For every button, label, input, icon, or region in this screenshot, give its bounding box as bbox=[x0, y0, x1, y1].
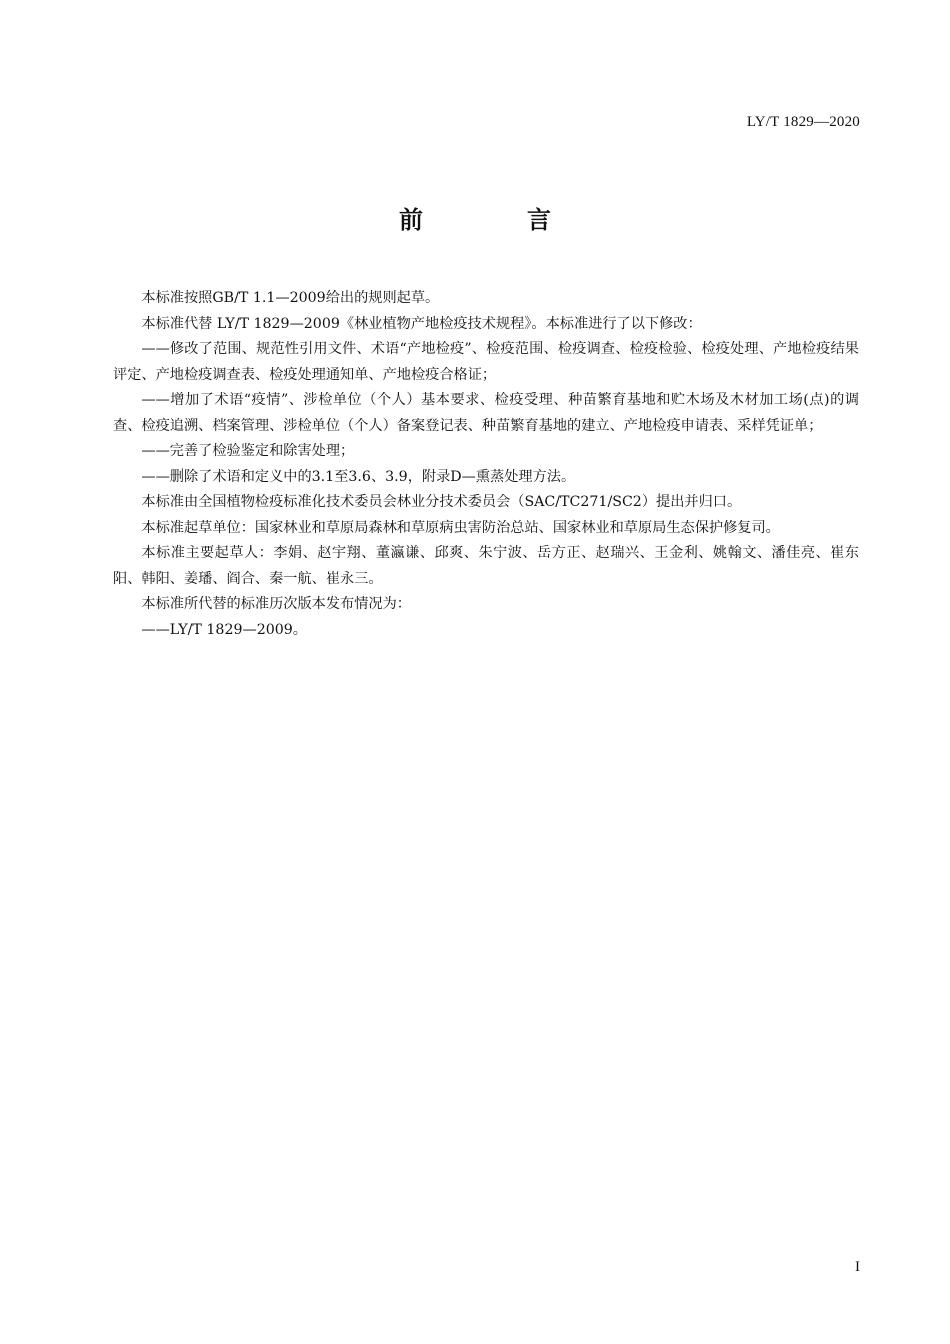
paragraph-proposed-by: 本标准由全国植物检疫标准化技术委员会林业分技术委员会（SAC/TC271/SC2）提出并归口。 bbox=[141, 494, 742, 510]
paragraph-replaces: 本标准代替 LY/T 1829—2009《林业植物产地检疫技术规程》。本标准进行了以下修改： bbox=[141, 315, 702, 332]
paragraph-drafters: 本标准主要起草人：李娟、赵宇翔、董瀛谦、邱爽、朱宁波、岳方正、赵瑞兴、王金利、姚翰文、潘佳亮、崔东阳、韩阳、姜璠、阎合、秦一航、崔永三。 bbox=[113, 545, 859, 587]
paragraph-version-history: 本标准所代替的标准历次版本发布情况为： bbox=[141, 596, 411, 612]
standard-code-header: LY/T 1829—2020 bbox=[746, 114, 860, 130]
paragraph-drafting-rules: 本标准按照GB/T 1.1—2009给出的规则起草。 bbox=[141, 290, 440, 306]
paragraph-change-deleted: ——删除了术语和定义中的3.1至3.6、3.9，附录D—熏蒸处理方法。 bbox=[141, 468, 576, 485]
paragraph-change-modified: ——修改了范围、规范性引用文件、术语“产地检疫”、检疫范围、检疫调查、检疫检验、检疫处理、产地检疫结果评定、产地检疫调查表、检疫处理通知单、产地检疫合格证； bbox=[113, 341, 859, 383]
page-number: I bbox=[855, 1259, 860, 1275]
paragraph-change-improved: ——完善了检验鉴定和除害处理； bbox=[141, 443, 355, 459]
paragraph-change-added: ——增加了术语“疫情”、涉检单位（个人）基本要求、检疫受理、种苗繁育基地和贮木场及木材加工场(点)的调查、检疫追溯、档案管理、涉检单位（个人）备案登记表、种苗繁育基地的建立、产地检疫申请表、采样凭证单； bbox=[113, 392, 859, 434]
foreword-body bbox=[113, 286, 859, 643]
page-title: 前 言 bbox=[399, 206, 591, 234]
paragraph-drafting-units: 本标准起草单位：国家林业和草原局森林和草原病虫害防治总站、国家林业和草原局生态保护修复司。 bbox=[141, 519, 780, 536]
paragraph-previous-version: ——LY/T 1829—2009。 bbox=[141, 621, 307, 638]
